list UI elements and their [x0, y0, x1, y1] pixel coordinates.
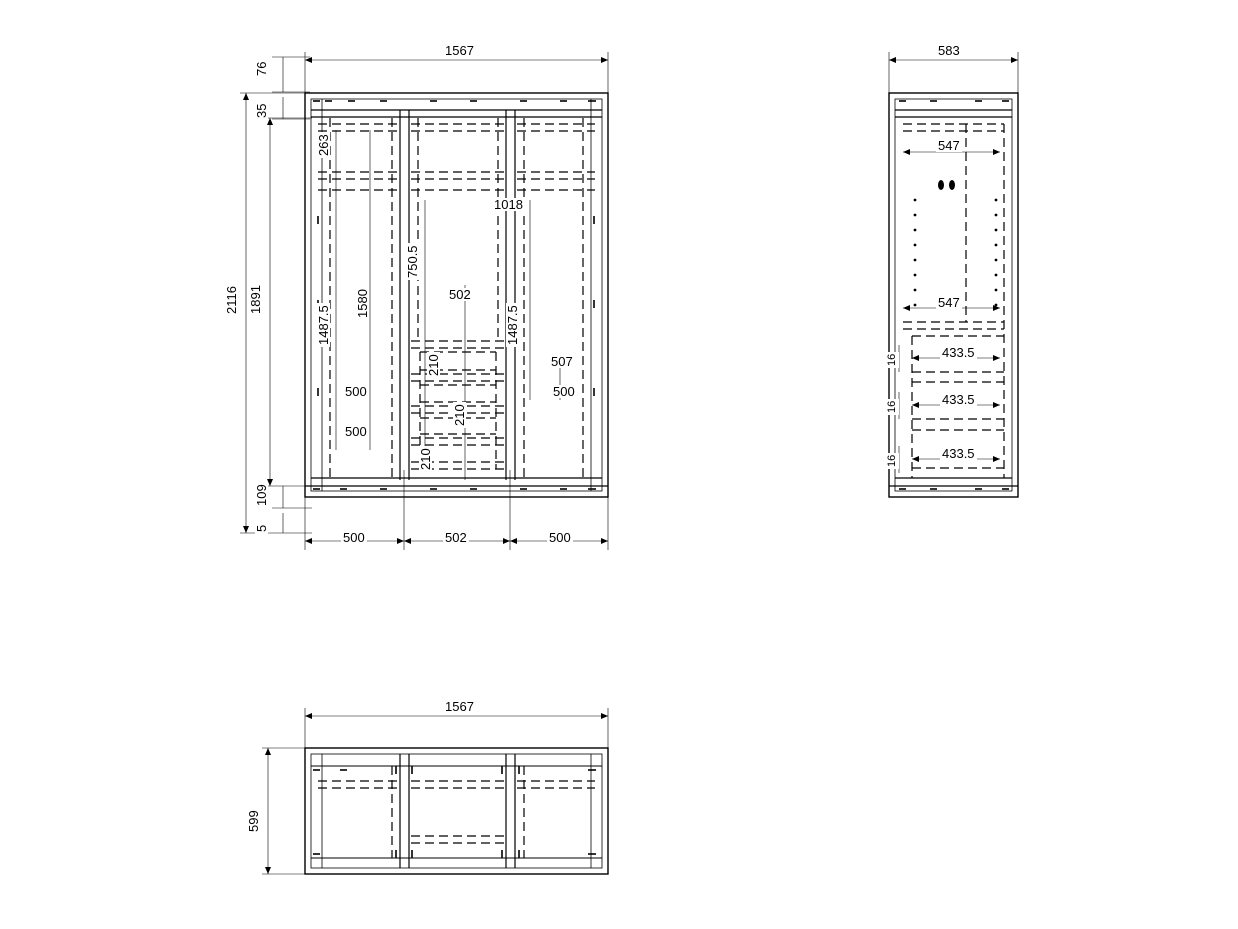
dim-front-inner-height: 1891 [248, 285, 263, 314]
side-dimension-lines [889, 52, 1018, 473]
front-dimension-lines [240, 52, 608, 550]
dim-front-shelf-502: 502 [449, 287, 471, 302]
dim-side-gap-16-b: 16 [886, 400, 898, 413]
dim-front-overall-height: 2116 [224, 286, 239, 314]
dim-front-foot: 5 [254, 524, 269, 532]
dim-front-panel-750: 750.5 [405, 245, 420, 278]
dim-side-shelf-433-c: 433.5 [942, 446, 975, 461]
dim-front-bottom-502-mid: 502 [445, 530, 467, 545]
dim-front-shelf-500-right: 500 [553, 384, 575, 399]
dim-front-drawer-210-a: 210 [426, 354, 441, 376]
dim-side-shelf-433-a: 433.5 [942, 345, 975, 360]
dim-plan-overall-depth: 599 [246, 810, 261, 832]
plan-dividers [400, 754, 515, 868]
dim-side-gap-16-a: 16 [886, 353, 898, 366]
dim-front-top-panel: 35 [254, 103, 269, 118]
dim-front-height-1580: 1580 [355, 289, 370, 318]
dim-front-height-1487-left: 1487.5 [316, 305, 331, 345]
plan-hidden-lines [318, 766, 595, 858]
dim-side-inner-547-lower: 547 [938, 295, 960, 310]
dim-side-shelf-433-b: 433.5 [942, 392, 975, 407]
dim-front-height-1487-right: 1487.5 [505, 305, 520, 345]
dim-front-plinth: 109 [254, 484, 269, 506]
dim-front-bottom-500-right: 500 [549, 530, 571, 545]
dim-front-drawer-210-b: 210 [452, 404, 467, 426]
dim-front-hanger-1018: 1018 [494, 197, 523, 212]
dim-front-shelf-500-left-upper: 500 [345, 384, 367, 399]
dim-side-overall-depth: 583 [938, 43, 960, 58]
dim-front-top-offset: 76 [254, 61, 269, 76]
dim-side-gap-16-c: 16 [886, 454, 898, 467]
dim-front-shelf-500-left-lower: 500 [345, 424, 367, 439]
dim-front-shelf-263: 263 [316, 134, 331, 156]
side-shelf-pin-holes [914, 180, 998, 306]
dim-front-overall-width: 1567 [445, 43, 474, 58]
plan-cabinet-outline [305, 748, 608, 874]
dim-side-inner-547-upper: 547 [938, 138, 960, 153]
plan-fittings [313, 766, 596, 858]
dim-front-drawer-210-c: 210 [418, 448, 433, 470]
dim-front-bottom-500-left: 500 [343, 530, 365, 545]
dim-front-shelf-507: 507 [551, 354, 573, 369]
plan-dimension-lines [262, 708, 608, 874]
dim-plan-overall-width: 1567 [445, 699, 474, 714]
